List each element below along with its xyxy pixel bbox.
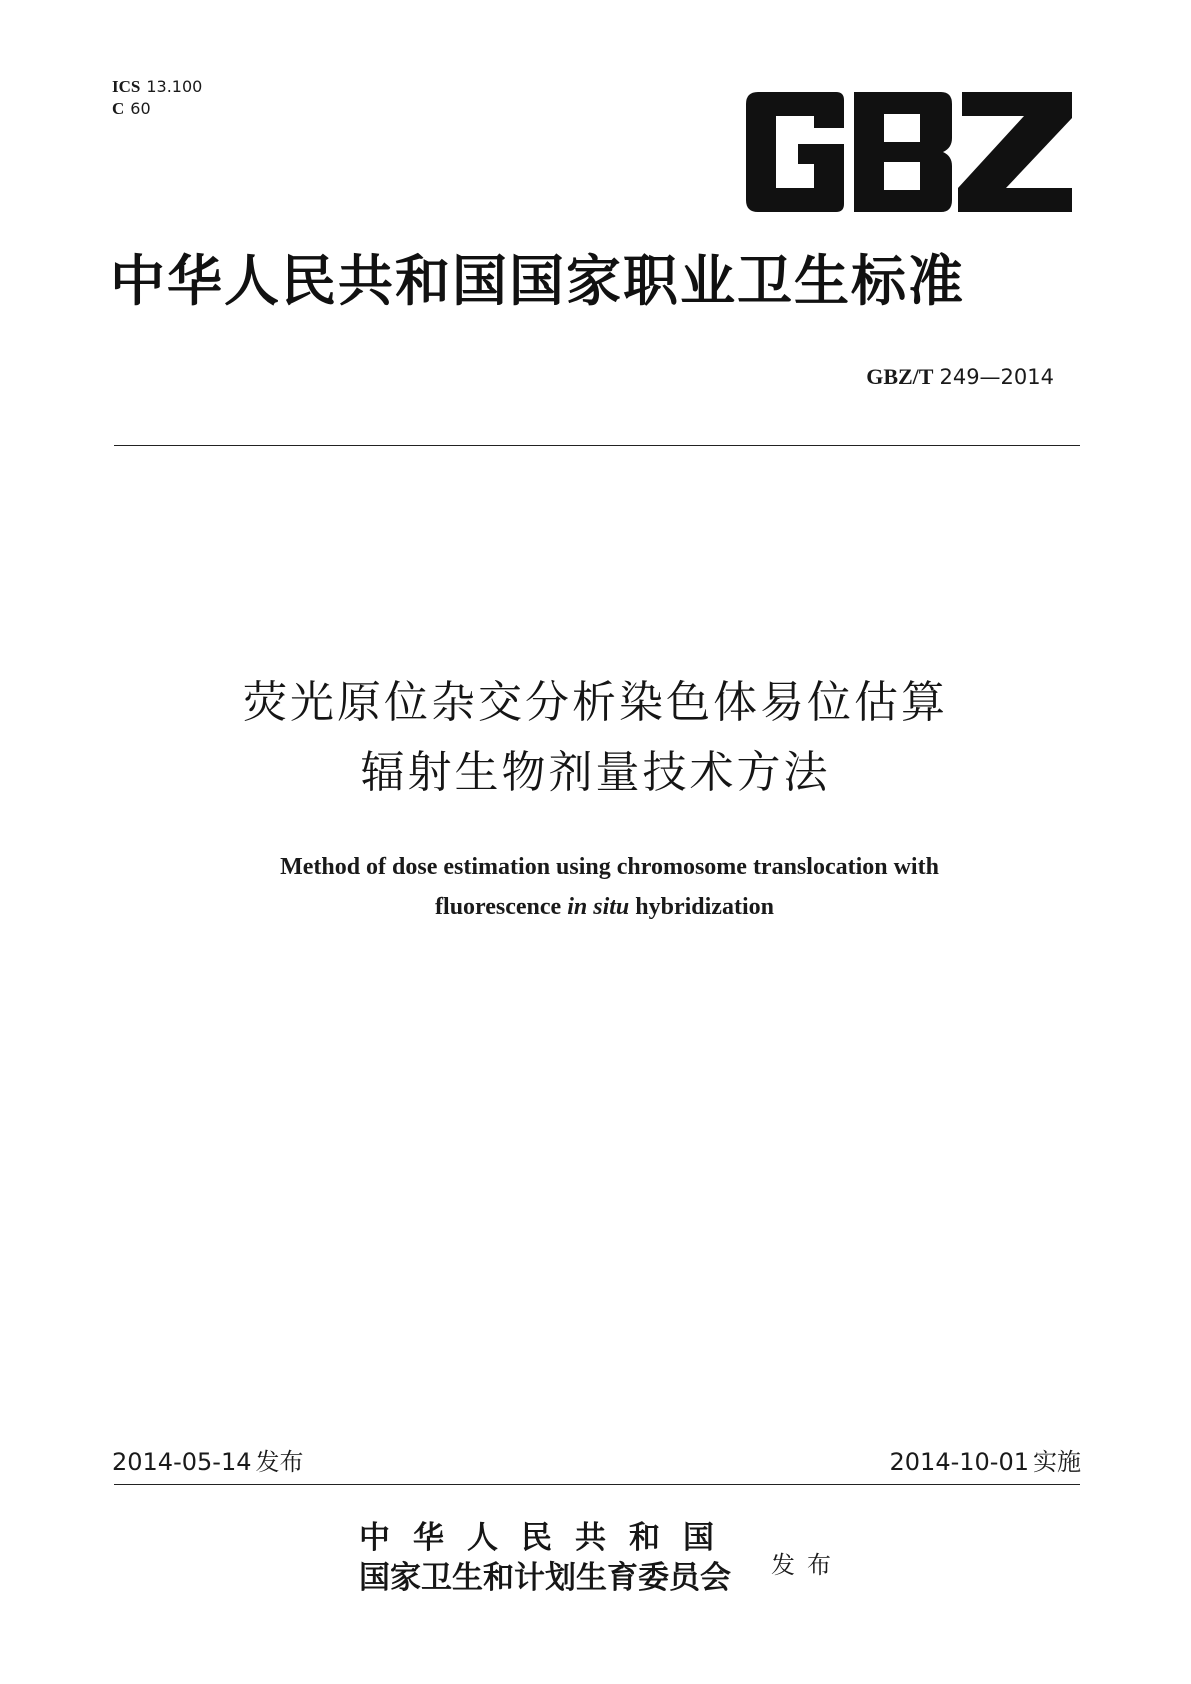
ccs-label: C (112, 99, 125, 118)
standard-number-value: 249—2014 (939, 365, 1054, 389)
issuing-authority (359, 1518, 737, 1598)
ics-label: ICS (112, 77, 141, 96)
issue-date (112, 1442, 303, 1477)
english-title-italic-term: in situ (567, 894, 630, 920)
standard-number-prefix: GBZ/T (866, 364, 934, 389)
issue-date-value: 2014-05-14 (112, 1448, 252, 1476)
issued-label: 发布 (771, 1551, 843, 1579)
ccs-code (112, 98, 202, 120)
footer-divider (114, 1484, 1080, 1485)
ccs-value: 60 (130, 99, 151, 118)
english-title-line-2 (9, 888, 1191, 926)
gbz-logo-mark (736, 92, 1080, 212)
ics-value: 13.100 (146, 77, 203, 96)
classification-codes (112, 76, 202, 120)
chinese-title-line-2: 辐射生物剂量技术方法 (360, 747, 831, 798)
header-divider (114, 445, 1080, 446)
issuing-authority-line-2: 国家卫生和计划生育委员会 (359, 1560, 731, 1596)
effective-date-suffix: 实施 (1033, 1448, 1081, 1476)
english-title-line-2-start: fluorescence (435, 894, 562, 920)
standard-number (866, 364, 1054, 390)
gbz-logo (736, 92, 1080, 212)
ics-code (112, 76, 202, 98)
standard-category-title: 中华人民共和国国家职业卫生标准 (110, 249, 966, 313)
effective-date-value: 2014-10-01 (889, 1448, 1029, 1476)
english-title-line-1: Method of dose estimation using chromosome translocation with (280, 854, 939, 880)
issuing-authority-line-1: 中华人民共和国 (359, 1520, 737, 1556)
effective-date (890, 1442, 1081, 1477)
issue-date-suffix: 发布 (255, 1448, 304, 1476)
chinese-title-line-1: 荧光原位杂交分析染色体易位估算 (243, 677, 948, 728)
english-title-line-2-end: hybridization (635, 894, 774, 920)
